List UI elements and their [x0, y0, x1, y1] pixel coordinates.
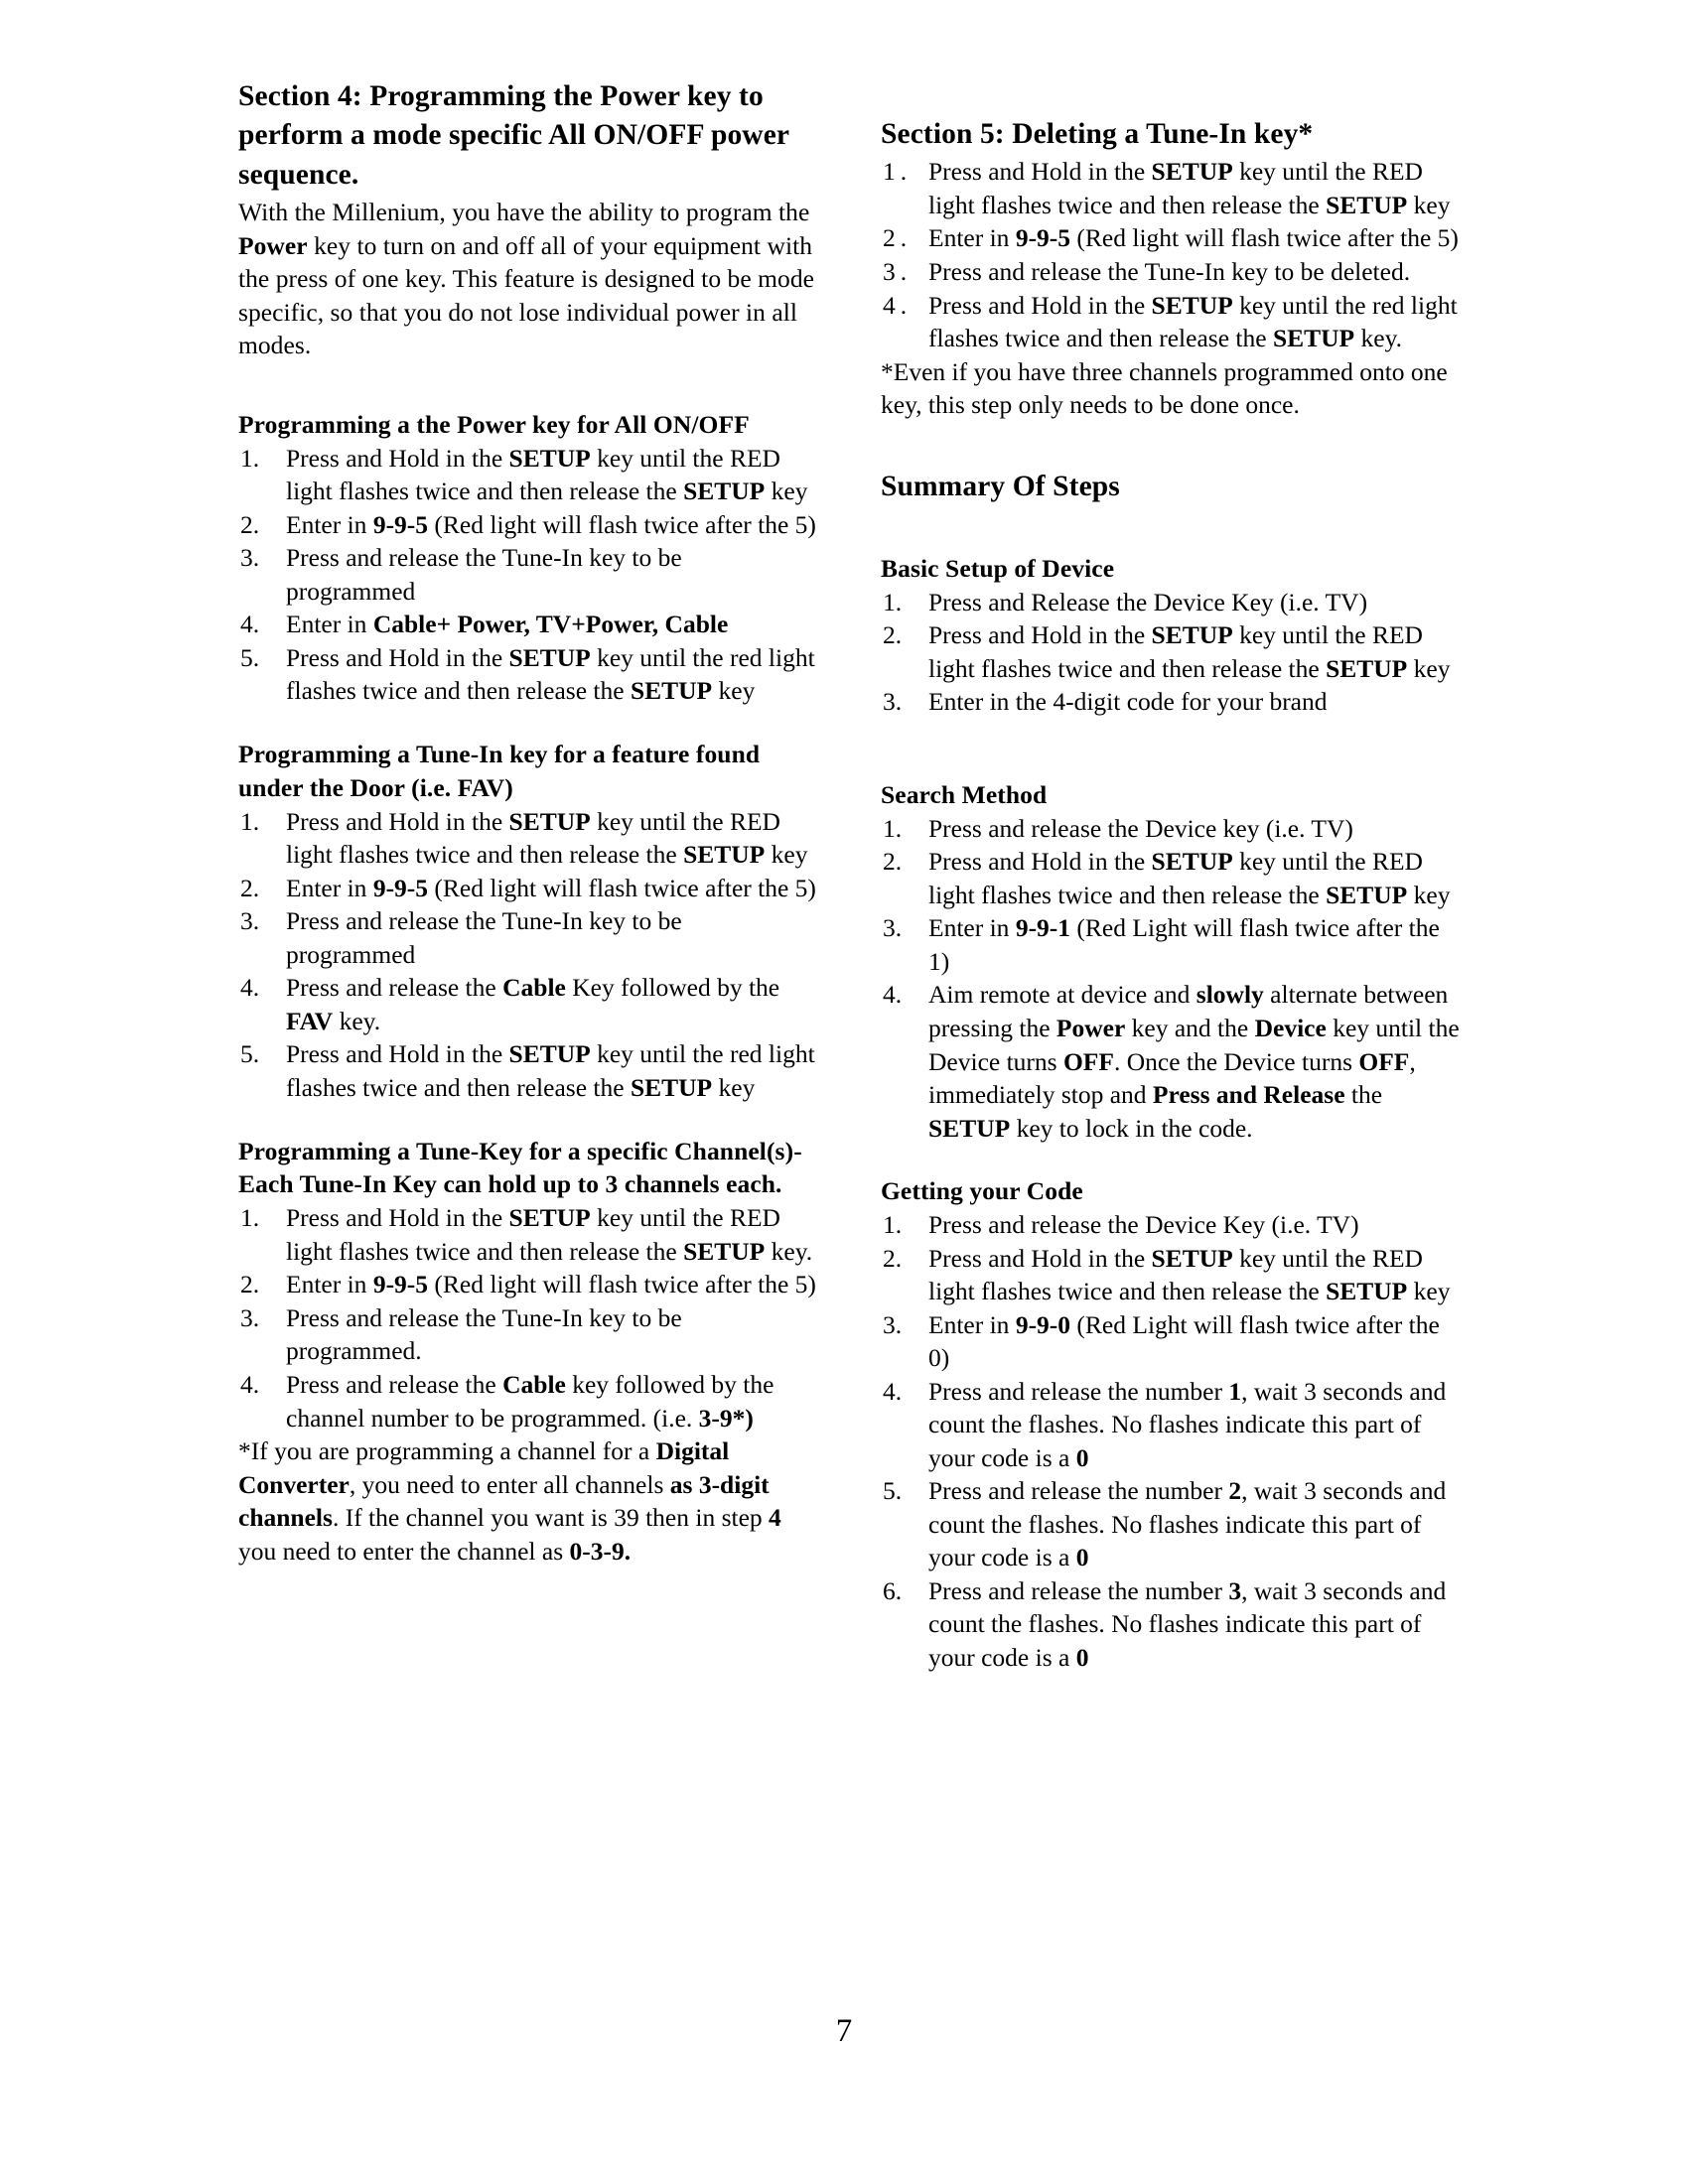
text-run: key: [712, 1073, 756, 1102]
text-run: Press and Hold in the: [928, 157, 1152, 187]
text-run: key until the red light flashes twice and then release the: [928, 290, 1458, 353]
heading-search-method: Search Method: [881, 779, 1048, 809]
steps-programming-power-key-all-on-off: [238, 442, 817, 708]
text-run: . If the channel you want is 39 then in step: [332, 1503, 770, 1533]
bold-run: SETUP: [630, 1073, 713, 1102]
bold-run: Power: [1055, 1013, 1126, 1042]
step-text: [928, 1308, 1460, 1375]
spacer: [881, 1145, 1460, 1174]
step-number: 1.: [240, 1203, 260, 1233]
text-run: key: [1407, 190, 1451, 219]
step-number: 2.: [240, 873, 260, 902]
step-item: [238, 1037, 817, 1104]
step-item: [881, 618, 1460, 685]
text-run: Press and Hold in the: [286, 1039, 509, 1069]
bold-run: Programming a Tune-Key for a specific Channel(s): [238, 1136, 794, 1165]
step-text: [928, 1242, 1460, 1308]
bold-run: slowly: [1196, 980, 1264, 1010]
step-number: 3.: [883, 913, 903, 943]
text-run: , immediately stop and: [928, 1046, 1416, 1110]
heading-basic-setup-of-device: Basic Setup of Device: [881, 553, 1115, 583]
text-run: (Red light will flash twice after the 5): [428, 1270, 816, 1299]
bold-run: OFF: [1358, 1046, 1410, 1076]
step-number: 4.: [240, 610, 260, 639]
steps-programming-tune-key-channels: [238, 1201, 817, 1434]
text-run: Press and Hold in the: [928, 847, 1152, 877]
bold-run: SETUP: [1151, 847, 1233, 877]
text-run: (Red light will flash twice after the 5): [428, 509, 816, 539]
text-run: -Each Tune-In Key can hold up to 3 channels each.: [238, 1136, 802, 1199]
step-item: [238, 1301, 817, 1368]
bold-run: 0: [1075, 1442, 1089, 1472]
bold-run: 3: [1228, 1575, 1242, 1605]
footnote-three-channels: *Even if you have three channels programmed onto one key, this step only needs to be done once.: [881, 356, 1448, 420]
bold-run: SETUP: [1326, 1277, 1408, 1306]
step-item: [238, 541, 817, 608]
text-run: key until the red light flashes twice and then release the: [286, 1039, 815, 1102]
text-run: key: [712, 676, 756, 706]
section-4-title: Section 4: Programming the Power key to perform a mode specific All ON/OFF power sequence.: [238, 80, 789, 191]
step-item: [881, 1375, 1460, 1475]
text-run: Press and release the Tune-In key to be deleted.: [928, 256, 1411, 286]
text-run: (Red Light will flash twice after the 0): [928, 1309, 1440, 1373]
step-number: 3.: [240, 1302, 260, 1332]
text-run: Press and Release the Device Key (i.e. TV): [928, 587, 1368, 616]
step-item: [881, 812, 1460, 846]
step-text: [286, 872, 817, 905]
text-run: the: [1344, 1080, 1383, 1110]
text-run: Enter in the 4-digit code for your brand: [928, 687, 1328, 717]
step-item: [238, 641, 817, 708]
bold-run: 3-9*): [698, 1403, 754, 1433]
text-run: key: [1407, 653, 1451, 683]
step-text: [286, 1201, 817, 1268]
step-item: [881, 221, 1460, 255]
step-item: [881, 1242, 1460, 1308]
step-number: 2.: [240, 509, 260, 539]
section-5-title: Section 5: Deleting a Tune-In key*: [881, 118, 1314, 150]
bold-run: 2: [1228, 1476, 1242, 1506]
step-number: 1.: [240, 806, 260, 836]
step-item: [238, 608, 817, 641]
step-item: [238, 1368, 817, 1434]
bold-run: SETUP: [1151, 290, 1233, 320]
step-text: [286, 1368, 817, 1434]
bold-run: 4: [769, 1503, 781, 1533]
step-number: 2.: [883, 1243, 903, 1273]
text-run: Press and Hold in the: [286, 443, 509, 473]
spacer: [881, 719, 1460, 778]
step-number: 4.: [883, 1376, 903, 1406]
text-run: , wait 3 seconds and count the flashes. No flashes indicate this part of your code is a: [928, 1575, 1447, 1672]
steps-search-method: [881, 812, 1460, 1145]
section-4-intro: [238, 196, 817, 362]
bold-run: SETUP: [683, 477, 766, 506]
text-run: Enter in: [928, 223, 1016, 253]
step-item: [238, 1201, 817, 1268]
step-item: [238, 971, 817, 1037]
text-run: Enter in: [286, 610, 373, 639]
step-item: [881, 1474, 1460, 1574]
text-run: key: [1407, 880, 1451, 909]
heading-programming-tune-key-channels: [238, 1135, 817, 1202]
text-run: Enter in: [286, 873, 373, 902]
step-text: [286, 442, 817, 508]
step-number: 2.: [883, 847, 903, 877]
step-text: [928, 911, 1460, 978]
bold-run: SETUP: [928, 1113, 1011, 1143]
bold-run: SETUP: [508, 1203, 591, 1233]
text-run: key to turn on and off all of your equipment with the press of one key. This feature is designed to be mode specific, so that you do not lose individual power in all modes.: [238, 230, 814, 360]
text-run: Press and release the number: [928, 1575, 1229, 1605]
step-number: 1.: [883, 1210, 903, 1240]
text-run: Enter in: [928, 1309, 1016, 1339]
bold-run: 9-9-1: [1015, 913, 1071, 943]
step-number: 3.: [883, 1309, 903, 1339]
step-text: [928, 1474, 1460, 1574]
step-number: 5.: [883, 1476, 903, 1506]
text-run: key: [1407, 1277, 1451, 1306]
step-number: 2.: [883, 223, 913, 253]
bold-run: SETUP: [1326, 653, 1408, 683]
text-run: Enter in: [286, 1270, 373, 1299]
step-text: [928, 978, 1460, 1145]
heading-programming-tune-in-feature: Programming a Tune-In key for a feature found under the Door (i.e. FAV): [238, 739, 761, 802]
spacer: [238, 708, 817, 738]
bold-run: 9-9-5: [372, 873, 429, 902]
bold-run: as 3-digit channels: [238, 1469, 770, 1533]
text-run: Press and release the: [286, 973, 503, 1003]
heading-summary-of-steps: Summary Of Steps: [881, 470, 1120, 502]
bold-run: SETUP: [508, 806, 591, 836]
step-number: 4.: [883, 980, 903, 1010]
step-text: [928, 155, 1460, 221]
bold-run: 1: [1228, 1376, 1242, 1406]
step-item: [881, 845, 1460, 911]
step-text: [286, 641, 817, 708]
text-run: Press and release the Tune-In key to be programmed.: [286, 1302, 682, 1366]
bold-run: Cable: [502, 1370, 566, 1399]
step-item: [881, 155, 1460, 221]
two-column-body: [238, 77, 1460, 1674]
step-text: [286, 971, 817, 1037]
steps-programming-tune-in-feature: [238, 805, 817, 1105]
text-run: Enter in: [286, 509, 373, 539]
text-run: key.: [765, 1236, 813, 1266]
text-run: key until the RED light flashes twice and then release the: [928, 157, 1423, 219]
right-column: [881, 77, 1460, 1674]
bold-run: SETUP: [508, 1039, 591, 1069]
step-item: [881, 1308, 1460, 1375]
step-item: [881, 1208, 1460, 1242]
text-run: Press and Hold in the: [928, 1243, 1152, 1273]
text-run: With the Millenium, you have the ability to program the: [238, 198, 810, 227]
step-text: [928, 812, 1460, 846]
spacer: [881, 422, 1460, 468]
page-number: 7: [835, 2013, 853, 2049]
step-number: 1.: [883, 587, 903, 616]
bold-run: 0: [1075, 1543, 1089, 1572]
step-number: 3.: [240, 543, 260, 573]
step-number: 4.: [240, 1370, 260, 1399]
step-number: 4.: [883, 290, 913, 320]
bold-run: 9-9-5: [372, 1270, 429, 1299]
text-run: Key followed by the: [565, 973, 780, 1003]
bold-run: Press and Release: [1152, 1080, 1345, 1110]
step-item: [881, 911, 1460, 978]
text-run: Press and Hold in the: [928, 290, 1152, 320]
text-run: key: [765, 477, 808, 506]
text-run: Press and Hold in the: [286, 1203, 509, 1233]
bold-run: 0-3-9.: [569, 1536, 632, 1566]
bold-run: 9-9-5: [1015, 223, 1071, 253]
text-run: key until the RED light flashes twice and then release the: [286, 806, 780, 870]
step-number: 1.: [883, 813, 903, 843]
step-number: 1.: [240, 443, 260, 473]
footnote-digital-converter: [238, 1434, 817, 1568]
text-run: key until the RED light flashes twice and then release the: [286, 1203, 780, 1266]
step-number: 3.: [883, 687, 903, 717]
step-text: [928, 221, 1460, 255]
step-number: 5.: [240, 1039, 260, 1069]
step-item: [881, 255, 1460, 289]
steps-basic-setup-of-device: [881, 586, 1460, 719]
bold-run: Power: [238, 230, 308, 260]
text-run: key until the RED light flashes twice and then release the: [928, 620, 1423, 683]
step-text: [928, 1208, 1460, 1242]
step-number: 3.: [883, 256, 913, 286]
text-run: Press and release the number: [928, 1376, 1229, 1406]
bold-run: 9-9-5: [372, 509, 429, 539]
heading-getting-your-code: Getting your Code: [881, 1176, 1083, 1206]
bold-run: 0: [1075, 1642, 1089, 1672]
text-run: *If you are programming a channel for a: [238, 1436, 656, 1466]
step-text: [286, 805, 817, 872]
text-run: Press and Hold in the: [286, 806, 509, 836]
left-column: [238, 77, 817, 1674]
spacer: [238, 362, 817, 408]
spacer: [881, 506, 1460, 552]
bold-run: SETUP: [683, 840, 766, 870]
text-run: key and the: [1125, 1013, 1255, 1042]
bold-run: Cable: [502, 973, 566, 1003]
text-run: key followed by the channel number to be programmed. (i.e.: [286, 1370, 774, 1433]
text-run: Press and release the Device Key (i.e. TV): [928, 1210, 1359, 1240]
step-item: [881, 685, 1460, 719]
step-item: [238, 1268, 817, 1301]
heading-programming-power-key-all-on-off: Programming a the Power key for All ON/OFF: [238, 409, 750, 439]
step-text: [286, 1301, 817, 1368]
bold-run: SETUP: [1272, 324, 1355, 353]
step-item: [881, 1574, 1460, 1675]
step-item: [881, 586, 1460, 619]
text-run: alternate between pressing the: [928, 980, 1449, 1042]
bold-run: SETUP: [1151, 157, 1233, 187]
bold-run: SETUP: [1151, 1243, 1233, 1273]
step-item: [238, 805, 817, 872]
step-number: 3.: [240, 906, 260, 936]
step-item: [238, 508, 817, 542]
step-number: 2.: [883, 620, 903, 650]
step-item: [238, 904, 817, 971]
bold-run: SETUP: [683, 1236, 766, 1266]
bold-run: Cable+ Power, TV+Power, Cable: [372, 610, 729, 639]
text-run: Press and release the Device key (i.e. TV): [928, 813, 1353, 843]
text-run: Press and Hold in the: [928, 620, 1152, 650]
step-text: [928, 1375, 1460, 1475]
bold-run: Device: [1254, 1013, 1327, 1042]
step-number: 2.: [240, 1270, 260, 1299]
step-text: [928, 289, 1460, 355]
step-number: 1.: [883, 157, 913, 187]
text-run: , you need to enter all channels: [349, 1469, 670, 1499]
step-number: 5.: [240, 642, 260, 672]
text-run: Press and Hold in the: [286, 642, 509, 672]
bold-run: SETUP: [1151, 620, 1233, 650]
step-item: [881, 289, 1460, 355]
text-run: you need to enter the channel as: [238, 1536, 570, 1566]
step-text: [286, 541, 817, 608]
bold-run: SETUP: [1326, 880, 1408, 909]
bold-run: SETUP: [508, 443, 591, 473]
bold-run: SETUP: [630, 676, 713, 706]
step-text: [286, 1037, 817, 1104]
text-run: key.: [1354, 324, 1403, 353]
text-run: key until the RED light flashes twice and then release the: [286, 443, 780, 506]
text-run: Enter in: [928, 913, 1016, 943]
bold-run: SETUP: [508, 642, 591, 672]
spacer: [238, 1105, 817, 1135]
text-run: Press and release the: [286, 1370, 503, 1399]
step-text: [928, 618, 1460, 685]
bold-run: OFF: [1062, 1046, 1114, 1076]
bold-run: 9-9-0: [1015, 1309, 1071, 1339]
step-text: [928, 1574, 1460, 1675]
bold-run: FAV: [286, 1006, 334, 1035]
text-run: Press and release the Tune-In key to be programmed: [286, 906, 682, 969]
text-run: key.: [333, 1006, 381, 1035]
step-item: [881, 978, 1460, 1145]
steps-getting-your-code: [881, 1208, 1460, 1674]
step-item: [238, 442, 817, 508]
step-text: [928, 255, 1460, 289]
text-run: Press and release the number: [928, 1476, 1229, 1506]
text-run: key until the red light flashes twice and then release the: [286, 642, 815, 706]
bold-run: SETUP: [1326, 190, 1408, 219]
text-run: Press and release the Tune-In key to be programmed: [286, 543, 682, 606]
text-run: . Once the Device turns: [1113, 1046, 1359, 1076]
step-text: [286, 508, 817, 542]
text-run: key until the RED light flashes twice and then release the: [928, 1243, 1423, 1306]
text-run: key until the Device turns: [928, 1013, 1460, 1076]
step-text: [286, 608, 817, 641]
steps-deleting-tune-in-key: [881, 155, 1460, 354]
bold-run: Digital Converter: [238, 1436, 730, 1499]
text-run: key to lock in the code.: [1010, 1113, 1253, 1143]
text-run: (Red Light will flash twice after the 1): [928, 913, 1440, 976]
text-run: , wait 3 seconds and count the flashes. No flashes indicate this part of your code is a: [928, 1376, 1447, 1472]
step-text: [928, 685, 1460, 719]
text-run: , wait 3 seconds and count the flashes. No flashes indicate this part of your code is a: [928, 1476, 1447, 1572]
text-run: (Red light will flash twice after the 5): [428, 873, 816, 902]
step-text: [286, 904, 817, 971]
text-run: key until the RED light flashes twice and then release the: [928, 847, 1423, 909]
step-item: [238, 872, 817, 905]
step-text: [286, 1268, 817, 1301]
text-run: key: [765, 840, 808, 870]
text-run: (Red light will flash twice after the 5): [1070, 223, 1459, 253]
step-number: 6.: [883, 1575, 903, 1605]
step-text: [928, 586, 1460, 619]
text-run: Aim remote at device and: [928, 980, 1196, 1010]
step-number: 4.: [240, 973, 260, 1003]
step-text: [928, 845, 1460, 911]
